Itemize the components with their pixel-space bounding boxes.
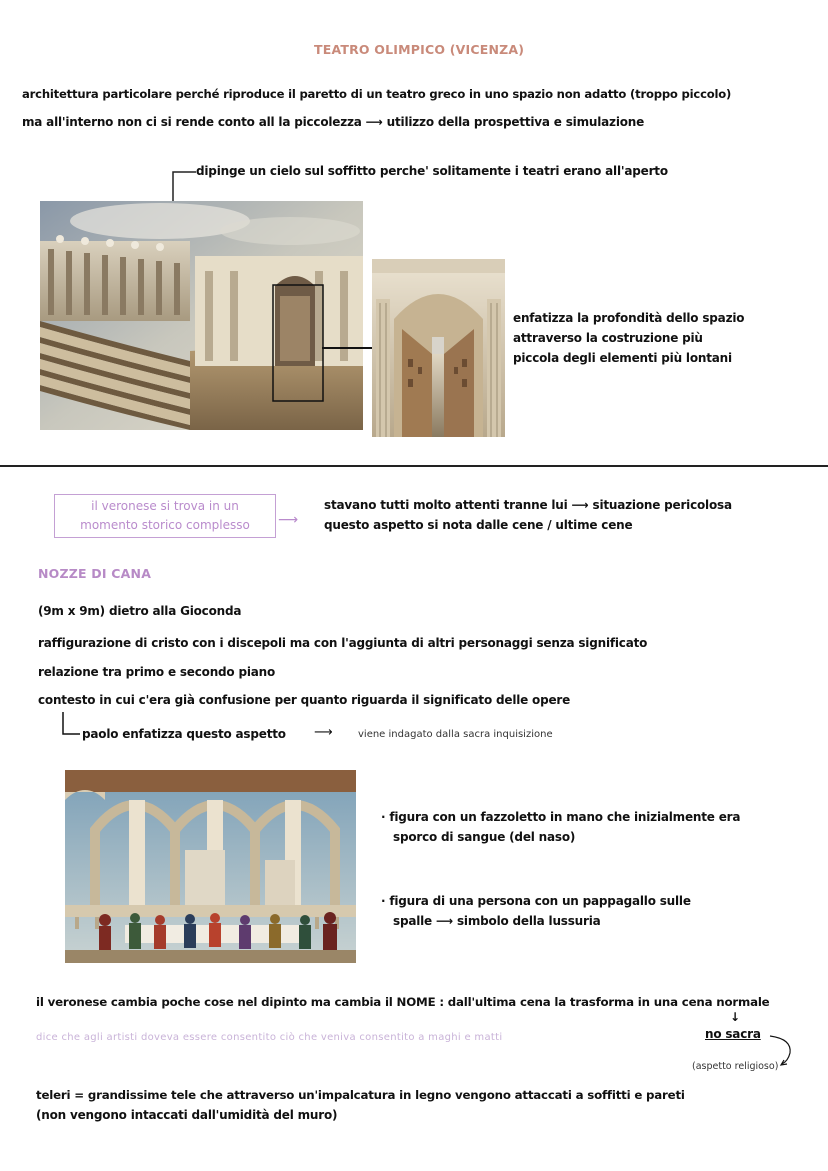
- veronese-context-box: [54, 494, 276, 538]
- nozze-line-c: contesto in cui c'era già confusione per quanto riguarda il significato delle opere: [38, 693, 571, 707]
- arrow-right-icon: ⟶: [278, 512, 299, 528]
- nozze-line-d-note: viene indagato dalla sacra inquisizione: [358, 729, 553, 740]
- nozze-title: NOZZE DI CANA: [38, 566, 152, 581]
- veronese-desc-1-text: stavano tutti molto attenti tranne lui: [324, 498, 568, 512]
- nome-line: il veronese cambia poche cose nel dipinto ma cambia il NOME : dall'ultima cena la trasforma in una cena normale: [36, 995, 770, 1009]
- nozze-line-d: paolo enfatizza questo aspetto: [82, 727, 286, 741]
- depth-note-1: enfatizza la profondità dello spazio: [513, 311, 745, 325]
- section-divider: [0, 465, 828, 467]
- arrow-right-icon: ⟶: [314, 725, 333, 740]
- teatro-olimpico-photo: [40, 201, 363, 430]
- veronese-box-line-2: momento storico complesso: [80, 518, 250, 532]
- artisti-line: dice che agli artisti doveva essere consentito ciò che veniva consentito a maghi e matti: [36, 1032, 503, 1043]
- nozze-size: (9m x 9m) dietro alla Gioconda: [38, 604, 242, 618]
- teleri-line-1: teleri = grandissime tele che attraverso un'impalcatura in legno vengono attaccati a soffitti e pareti: [36, 1088, 685, 1102]
- veronese-desc-1-result: situazione pericolosa: [592, 498, 732, 512]
- nozze-line-b: relazione tra primo e secondo piano: [38, 665, 276, 679]
- bullet-2-line-2-result: simbolo della lussuria: [456, 914, 601, 928]
- depth-note-3: piccola degli elementi più lontani: [513, 351, 732, 365]
- sub-point-connector: [60, 710, 82, 738]
- arrow-right-icon: ⟶: [365, 115, 387, 129]
- veronese-box-line-1: il veronese si trova in un: [91, 499, 239, 513]
- bullet-2-line-2: [393, 914, 601, 928]
- bullet-2-line-1: · figura di una persona con un pappagallo sulle: [381, 894, 691, 908]
- nozze-di-cana-painting: [65, 770, 356, 963]
- arrow-down-icon: ↓: [730, 1010, 741, 1024]
- teatro-line-1: architettura particolare perché riproduce il paretto di un teatro greco in uno spazio non adatto (troppo piccolo): [22, 87, 732, 101]
- bullet-1-line-1: · figura con un fazzoletto in mano che inizialmente era: [381, 810, 741, 824]
- arrow-right-icon: ⟶: [571, 498, 593, 512]
- detail-connector: [322, 347, 372, 349]
- teatro-line-2: [22, 115, 644, 129]
- prospettiva-detail-photo: [372, 259, 505, 437]
- sky-note-connector: [168, 168, 198, 204]
- teatro-line-2-result: utilizzo della prospettiva e simulazione: [386, 115, 645, 129]
- veronese-desc-2: questo aspetto si nota dalle cene / ultime cene: [324, 518, 633, 532]
- bullet-2-line-2-text: spalle: [393, 914, 432, 928]
- aspetto-religioso: (aspetto religioso): [692, 1061, 779, 1072]
- bullet-1-line-2: sporco di sangue (del naso): [393, 830, 576, 844]
- no-sacra: no sacra: [705, 1027, 761, 1041]
- sky-note: dipinge un cielo sul soffitto perche' solitamente i teatri erano all'aperto: [196, 164, 668, 178]
- nozze-line-a: raffigurazione di cristo con i discepoli ma con l'aggiunta di altri personaggi senza significato: [38, 636, 648, 650]
- veronese-desc-1: [324, 498, 732, 512]
- depth-note-2: attraverso la costruzione più: [513, 331, 703, 345]
- teleri-line-2: (non vengono intaccati dall'umidità del muro): [36, 1108, 338, 1122]
- page-title: TEATRO OLIMPICO (VICENZA): [314, 42, 525, 57]
- teatro-line-2-text: ma all'interno non ci si rende conto all la piccolezza: [22, 115, 362, 129]
- arrow-right-icon: ⟶: [435, 914, 457, 928]
